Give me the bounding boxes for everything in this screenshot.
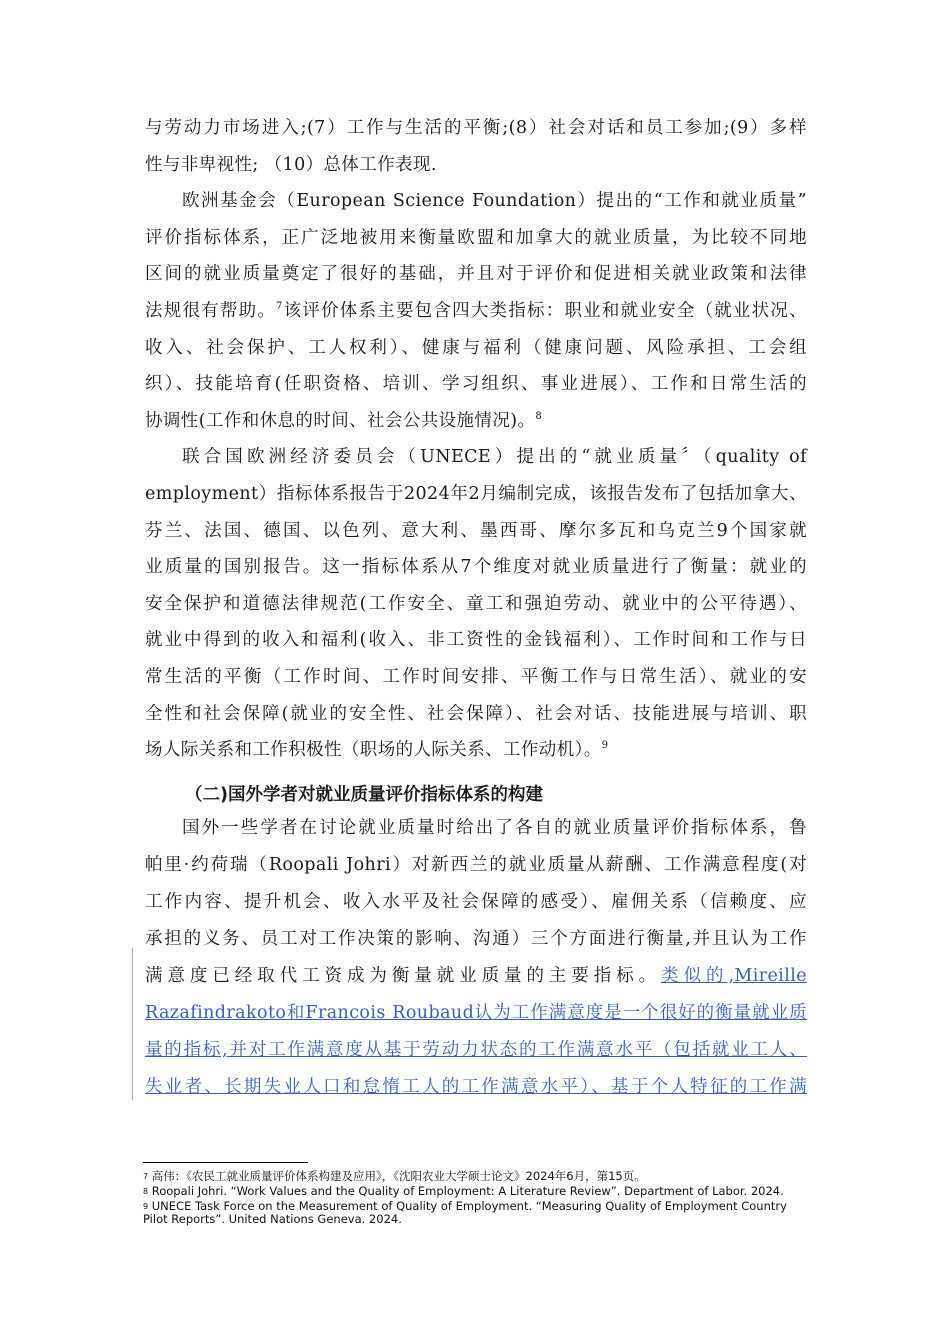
footnote-reference[interactable]: 7	[276, 301, 283, 312]
line-text: 织）、技能培育(任职资格、培训、学习组织、事业进展）、工作和日常生活的	[145, 374, 807, 394]
body-line	[145, 513, 807, 549]
body-line-with-link	[145, 995, 807, 1031]
footnote	[143, 1170, 823, 1183]
footnote-text: 高伟：《农民工就业质量评价体系构建及应用》，《沈阳农业大学硕士论文》2024年6月，第15页。	[151, 1169, 646, 1183]
line-text: 区间的就业质量奠定了很好的基础，并且对于评价和促进相关就业政策和法律	[145, 264, 807, 284]
line-text: 承担的义务、员工对工作决策的影响、沟通）三个方面进行衡量,并且认为工作	[145, 929, 807, 949]
line-text: 安全保护和道德法律规范(工作安全、童工和强迫劳动、就业中的公平待遇）、	[145, 594, 807, 614]
line-text: 法规很有帮助。	[145, 301, 277, 321]
body-line	[145, 549, 807, 585]
revision-change-bar	[132, 948, 133, 1100]
footnote-number: 7	[143, 1172, 149, 1181]
body-line	[145, 921, 807, 957]
body-line	[145, 696, 807, 732]
body-line	[145, 110, 807, 146]
footnote	[143, 1213, 823, 1226]
line-text: 收入、社会保护、工人权利）、健康与福利（健康问题、风险承担、工会组	[145, 338, 807, 358]
body-line	[145, 147, 807, 183]
body-line	[145, 476, 807, 512]
line-text: 欧洲基金会（European Science Foundation）提出的“工作和就业质量”	[182, 191, 807, 211]
footnote-number: 9	[143, 1202, 149, 1211]
body-line-with-link	[145, 1069, 807, 1105]
body-line	[145, 220, 807, 256]
body-line-with-link	[145, 958, 807, 994]
footnote-text: Pilot Reports”. United Nations Geneva. 2024.	[143, 1212, 402, 1226]
body-line-with-link	[145, 1032, 807, 1068]
body-line	[145, 293, 807, 329]
line-text: 与劳动力市场进入;(7）工作与生活的平衡;(8）社会对话和员工参加;(9）多样	[145, 118, 807, 138]
tracked-insertion-text[interactable]: 量的指标,并对工作满意度从基于劳动力状态的工作满意水平（包括就业工人、	[145, 1040, 807, 1060]
line-text: 场人际关系和工作积极性（职场的人际关系、工作动机）。	[145, 740, 602, 760]
body-line	[145, 847, 807, 883]
footnote-text: UNECE Task Force on the Measurement of Quality of Employment. “Measuring Quality of Employment Country	[151, 1199, 787, 1213]
line-text: 常生活的平衡（工作时间、工作时间安排、平衡工作与日常生活）、就业的安	[145, 667, 807, 687]
footnote-reference[interactable]: 9	[601, 740, 609, 751]
line-text: 工作内容、提升机会、收入水平及社会保障的感受）、雇佣关系（信赖度、应	[145, 892, 807, 912]
footnote-text: Roopali Johri. “Work Values and the Quality of Employment: A Literature Review”. Department of Labor. 2024.	[151, 1184, 784, 1198]
body-line	[145, 403, 807, 439]
tracked-insertion-text[interactable]: 失业者、长期失业人口和怠惰工人的工作满意水平）、基于个人特征的工作满	[145, 1077, 807, 1097]
body-line	[145, 732, 807, 768]
body-line	[182, 439, 807, 475]
footnote-number: 8	[143, 1187, 149, 1196]
body-line	[182, 183, 807, 219]
footnote	[143, 1185, 823, 1198]
body-line	[145, 366, 807, 402]
tracked-insertion-text[interactable]: 类似的,Mireille	[661, 966, 807, 986]
body-line	[182, 810, 807, 846]
body-line	[145, 586, 807, 622]
line-text: 评价指标体系，正广泛地被用来衡量欧盟和加拿大的就业质量，为比较不同地	[145, 228, 807, 248]
line-text: 就业中得到的收入和福利(收入、非工资性的金钱福利）、工作时间和工作与日	[145, 630, 807, 650]
line-text-tail: 该评价体系主要包含四大类指标：职业和就业安全（就业状况、	[282, 301, 807, 321]
tracked-insertion-text[interactable]: Razafindrakoto和Francois Roubaud认为工作满意度是一个很好的衡量就业质	[145, 1003, 807, 1023]
body-line	[145, 659, 807, 695]
line-text: 性与非卑视性; （10）总体工作表现.	[145, 155, 437, 175]
body-line	[145, 884, 807, 920]
line-text: 帕里·约荷瑞（Roopali Johri）对新西兰的就业质量从薪酬、工作满意程度(对	[145, 855, 807, 875]
section-heading: （二)国外学者对就业质量评价指标体系的构建	[185, 785, 543, 805]
line-text: employment）指标体系报告于2024年2月编制完成，该报告发布了包括加拿大、	[145, 484, 807, 504]
footnote-reference[interactable]: 8	[535, 411, 543, 422]
body-line	[145, 256, 807, 292]
body-line	[145, 622, 807, 658]
body-line	[145, 330, 807, 366]
line-text: 业质量的国别报告。这一指标体系从7个维度对就业质量进行了衡量：就业的	[145, 557, 807, 577]
line-text: 全性和社会保障(就业的安全性、社会保障）、社会对话、技能进展与培训、职	[145, 704, 807, 724]
line-text: 联合国欧洲经济委员会（UNECE）提出的“就业质量〞（quality of	[182, 447, 807, 467]
line-text: 国外一些学者在讨论就业质量时给出了各自的就业质量评价指标体系，鲁	[182, 818, 807, 838]
footnote-separator	[143, 1162, 308, 1163]
line-text: 芬兰、法国、德国、以色列、意大利、墨西哥、摩尔多瓦和乌克兰9个国家就	[145, 521, 807, 541]
line-text: 协调性(工作和休息的时间、社会公共设施情况)。	[145, 411, 536, 431]
line-text: 满意度已经取代工资成为衡量就业质量的主要指标。	[145, 966, 662, 986]
